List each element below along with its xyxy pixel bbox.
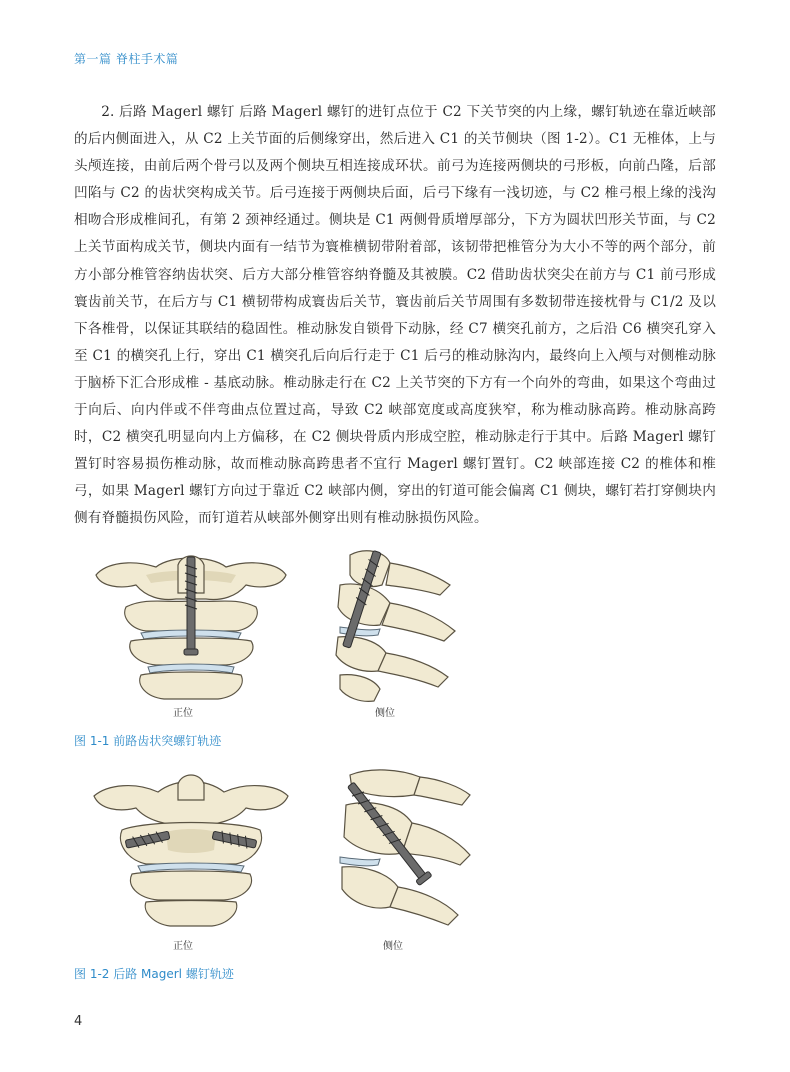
body-paragraph: 2. 后路 Magerl 螺钉 后路 Magerl 螺钉的进钉点位于 C2 下关节突的内上缘，螺钉轨迹在靠近峡部的后内侧面进入，从 C2 上关节面的后侧缘穿出，然后进入 C1 的关节侧块（图 1-2）。C1 无椎体，上与头颅连接，由前后两个骨弓以及两个侧块互相连接成环状。前弓为连接两侧块的弓形板，向前凸隆，后部凹陷与 C2 的齿状突构成关节。后弓连接于两侧块后面，后弓下缘有一浅切迹，与 C2 椎弓根上缘的浅沟相吻合形成椎间孔，有第 2 颈神经通过。侧块是 C1 两侧骨质增厚部分，下方为圆状凹形关节面，与 C2 上关节面构成关节，侧块内面有一结节为寰椎横韧带附着部，该韧带把椎管分为大小不等的两个部分，前方小部分椎管容纳齿状突、后方大部分椎管容纳脊髓及其被膜。C2 借助齿状突尖在前方与 C1 前弓形成寰齿前关节，在后方与 C1 横韧带构成寰齿后关节，寰齿前后关节周围有多数韧带连接枕骨与 C1/2 及以下各椎骨，以保证其联结的稳固性。椎动脉发自锁骨下动脉，经 C7 横突孔前方，之后沿 C6 横突孔穿入至 C1 的横突孔上行，穿出 C1 横突孔后向后行走于 C1 后弓的椎动脉沟内，最终向上入颅与对侧椎动脉于脑桥下汇合形成椎 - 基底动脉。椎动脉走行在 C2 上关节突的下方有一个向外的弯曲，如果这个弯曲过于向后、向内伴或不伴弯曲点位置过高，导致 C2 峡部宽度或高度狭窄，称为椎动脉高跨。椎动脉高跨时，C2 横突孔明显向内上方偏移，在 C2 侧块骨质内形成空腔，椎动脉走行于其中。后路 Magerl 螺钉置钉时容易损伤椎动脉，故而椎动脉高跨患者不宜行 Magerl 螺钉置钉。C2 峡部连接 C2 的椎体和椎弓，如果 Magerl 螺钉方向过于靠近 C2 峡部内侧，穿出的钉道可能会偏离 C1 侧块，螺钉若打穿侧块内侧有脊髓损伤风险，而钉道若从峡部外侧穿出则有椎动脉损伤风险。: [74, 104, 716, 527]
figure-1-1-front-illustration: [86, 545, 296, 705]
figure-1-1-side-illustration: [320, 545, 470, 705]
running-head: 第一篇 脊柱手术篇: [74, 52, 179, 66]
page-number: 4: [74, 1014, 83, 1029]
figure-1-1-caption: 图 1-1 前路齿状突螺钉轨迹: [74, 734, 222, 748]
figure-1-2-side-label: 侧位: [383, 941, 403, 952]
figure-1-1-side-label: 侧位: [375, 708, 395, 719]
figure-1-2-caption: 图 1-2 后路 Magerl 螺钉轨迹: [74, 967, 234, 981]
figure-1-1-front-label: 正位: [173, 708, 193, 719]
figure-1-2-side-illustration: [330, 765, 480, 935]
figure-1-2-front-label: 正位: [173, 941, 193, 952]
figure-1-2-front-illustration: [86, 770, 296, 930]
